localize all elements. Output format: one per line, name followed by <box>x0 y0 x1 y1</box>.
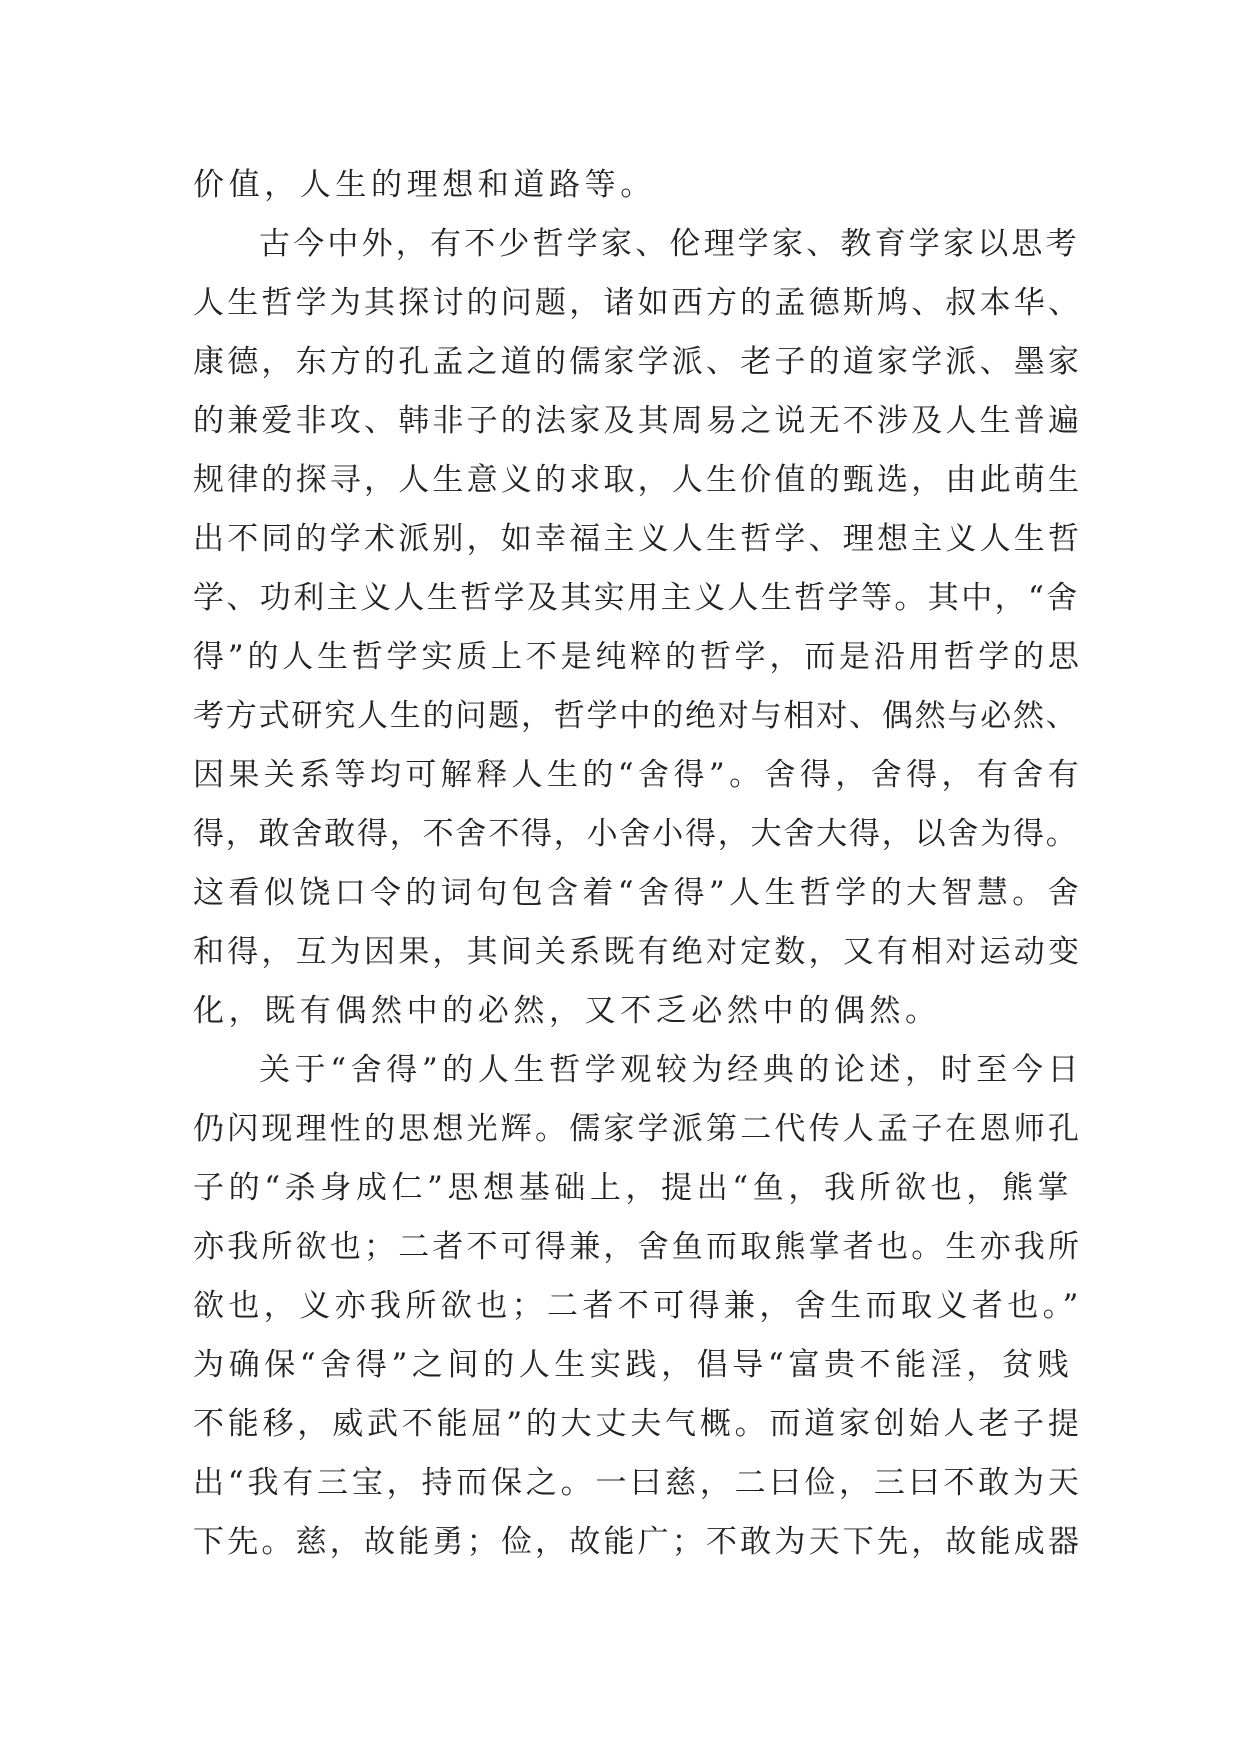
text-line: 亦我所欲也；二者不可得兼，舍鱼而取熊掌者也。生亦我所 <box>193 1229 1083 1265</box>
text-line: 不能移，威武不能屈”的大丈夫气概。而道家创始人老子提 <box>193 1406 1083 1442</box>
text-line: 得，敢舍敢得，不舍不得，小舍小得，大舍大得，以舍为得。 <box>193 816 1079 852</box>
body-text <box>193 156 1084 1572</box>
text-line: 化，既有偶然中的必然，又不乏必然中的偶然。 <box>193 993 941 1029</box>
text-line: 康德，东方的孔孟之道的儒家学派、老子的道家学派、墨家 <box>193 344 1083 380</box>
text-line: 为确保“舍得”之间的人生实践，倡导“富贵不能淫，贫贱 <box>193 1347 1074 1383</box>
text-line: 规律的探寻，人生意义的求取，人生价值的甄选，由此萌生 <box>193 462 1083 498</box>
text-line: 子的“杀身成仁”思想基础上，提出“鱼，我所欲也，熊掌 <box>193 1170 1074 1206</box>
text-line: 价值，人生的理想和道路等。 <box>193 167 656 203</box>
text-line: 欲也，义亦我所欲也；二者不可得兼，舍生而取义者也。” <box>193 1288 1083 1324</box>
text-line: 和得，互为因果，其间关系既有绝对定数，又有相对运动变 <box>193 934 1083 970</box>
text-line: 出“我有三宝，持而保之。一曰慈，二曰俭，三曰不敢为天 <box>193 1465 1083 1501</box>
text-line: 下先。慈，故能勇；俭，故能广；不敢为天下先，故能成器 <box>193 1524 1083 1560</box>
text-line: 因果关系等均可解释人生的“舍得”。舍得，舍得，有舍有 <box>193 757 1084 793</box>
text-line: 人生哲学为其探讨的问题，诸如西方的孟德斯鸠、叔本华、 <box>193 285 1083 321</box>
text-line: 仍闪现理性的思想光辉。儒家学派第二代传人孟子在恩师孔 <box>193 1111 1083 1147</box>
text-line: 出不同的学术派别，如幸福主义人生哲学、理想主义人生哲 <box>193 521 1083 557</box>
text-line: 考方式研究人生的问题，哲学中的绝对与相对、偶然与必然、 <box>193 698 1079 734</box>
text-line: 得”的人生哲学实质上不是纯粹的哲学，而是沿用哲学的思 <box>193 639 1083 675</box>
text-line: 这看似饶口令的词句包含着“舍得”人生哲学的大智慧。舍 <box>193 875 1084 911</box>
text-line: 关于“舍得”的人生哲学观较为经典的论述，时至今日 <box>259 1052 1084 1088</box>
text-line: 的兼爱非攻、韩非子的法家及其周易之说无不涉及人生普遍 <box>193 403 1083 439</box>
text-line: 学、功利主义人生哲学及其实用主义人生哲学等。其中，“舍 <box>193 580 1080 616</box>
text-line: 古今中外，有不少哲学家、伦理学家、教育学家以思考 <box>259 226 1080 262</box>
